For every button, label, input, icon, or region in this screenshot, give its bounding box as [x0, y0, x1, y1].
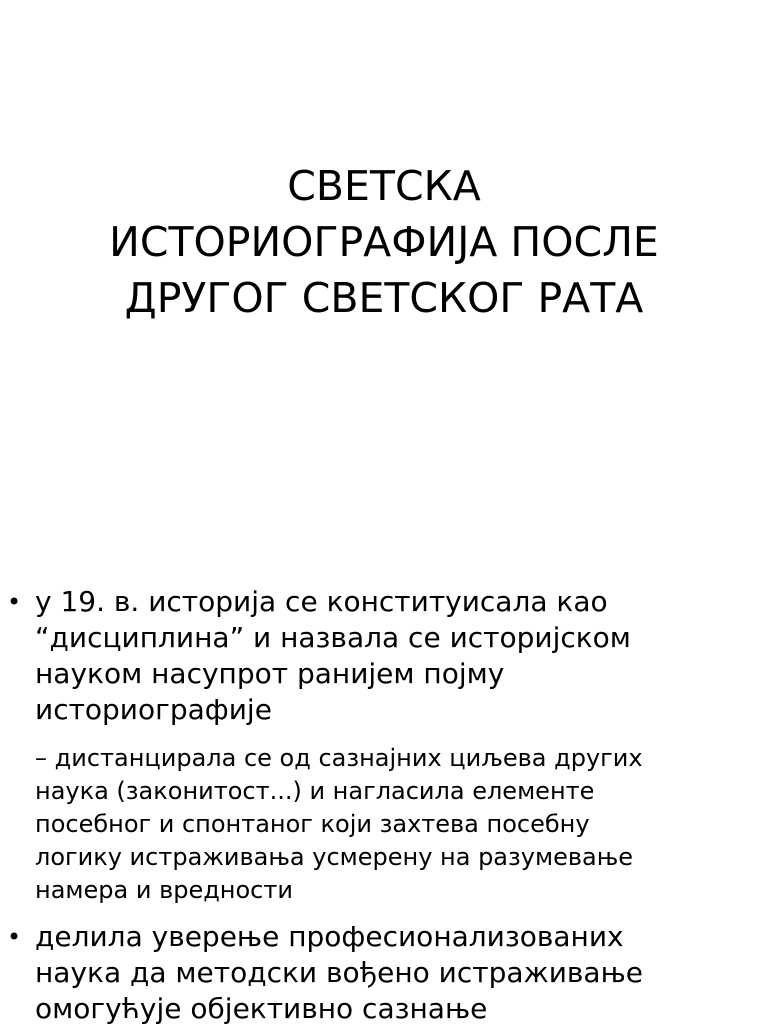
bullet-line: “дисциплина” и назвала се историјском	[35, 621, 631, 654]
bullet-marker: •	[7, 588, 22, 616]
sub-point-line: намера и вредности	[35, 876, 293, 904]
sub-point-line: наука (законитост...) и нагласила елементе	[35, 777, 595, 805]
bullet-line: у 19. в. историја се конституисала као	[35, 585, 608, 618]
sub-point-line: логику истраживања усмерену на разумевање	[35, 843, 634, 871]
bullet-line: омогућује објективно сазнање	[35, 992, 488, 1024]
sub-point-line: посебног и спонтаног који захтева посебну	[35, 810, 590, 838]
slide-title-line: СВЕТСКА	[287, 162, 481, 210]
slide-title	[20, 158, 748, 326]
slide-title-line: ДРУГОГ СВЕТСКОГ РАТА	[124, 274, 644, 322]
sub-point-line: – дистанцирала се од сазнајних циљева других	[35, 744, 643, 772]
bullet-marker: •	[7, 923, 22, 951]
bullet-line: наука да методски вођено истраживање	[35, 956, 643, 989]
bullet-text	[35, 919, 643, 1024]
bullet-text	[35, 584, 631, 728]
bullet-line: делила уверење професионализованих	[35, 920, 624, 953]
bullet-line: историографије	[35, 693, 272, 726]
sub-point	[35, 742, 643, 907]
bullet-line: науком насупрот ранијем појму	[35, 657, 505, 690]
slide-title-line: ИСТОРИОГРАФИЈА ПОСЛЕ	[109, 218, 659, 266]
